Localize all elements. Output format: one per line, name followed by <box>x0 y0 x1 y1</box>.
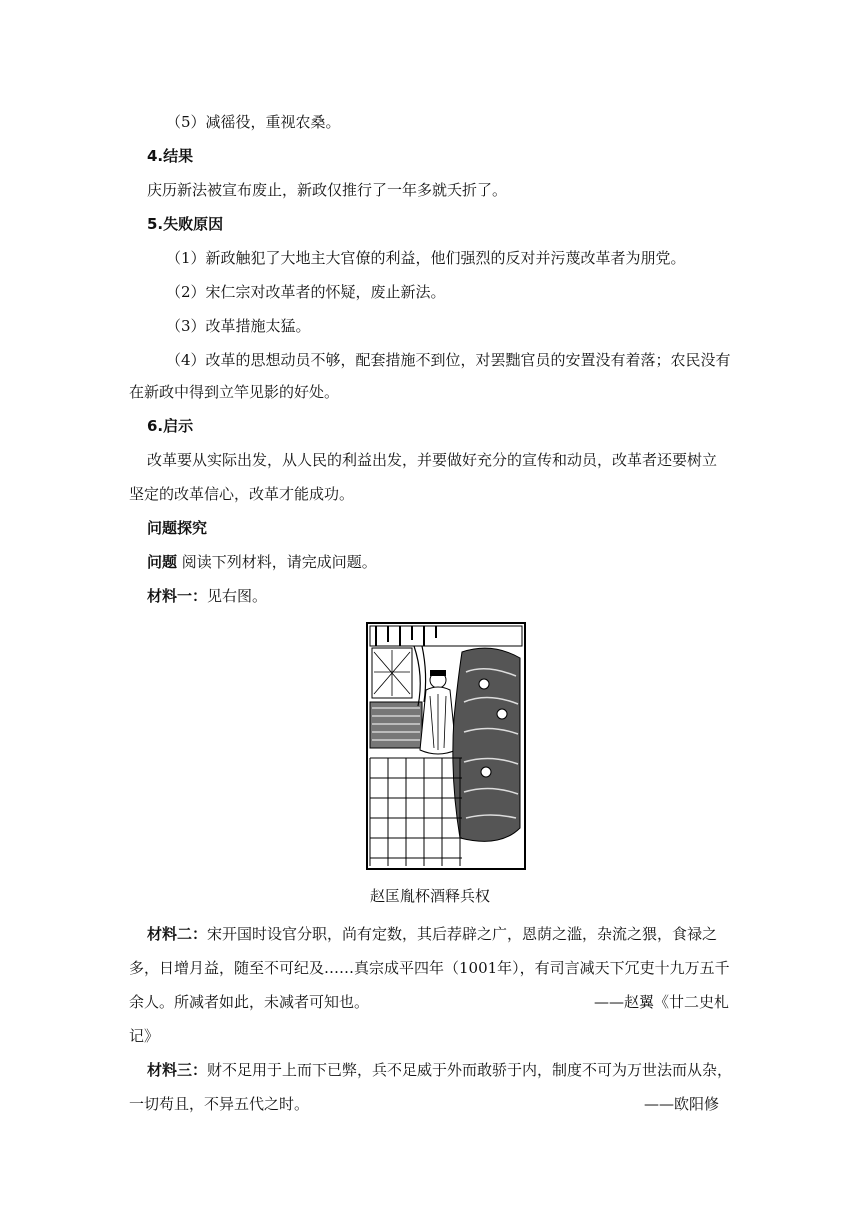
material-2-source-cont: 记》 <box>129 1027 160 1045</box>
material-2-text-1: 宋开国时设官分职，尚有定数，其后荐辟之广，恩荫之滥，杂流之猥，食禄之 <box>207 925 718 943</box>
material-2-label: 材料二： <box>147 925 208 943</box>
material-2-source: ——赵翼《廿二史札 <box>594 993 730 1011</box>
question-label: 问题 <box>147 553 178 571</box>
result-text: 庆历新法被宣布废止，新政仅推行了一年多就夭折了。 <box>147 181 508 199</box>
material-2-line-3: 余人。所减者如此，未减者可知也。 <box>129 993 370 1011</box>
material-3-source: ——欧阳修 <box>644 1095 720 1113</box>
question-text: 阅读下列材料，请完成问题。 <box>177 553 377 571</box>
material-1-line <box>147 586 267 606</box>
woodcut-illustration <box>366 622 526 870</box>
reason-2: （2）宋仁宗对改革者的怀疑，废止新法。 <box>166 283 446 301</box>
material-3-label: 材料三： <box>147 1061 208 1079</box>
reason-4-line-1: （4）改革的思想动员不够，配套措施不到位，对罢黜官员的安置没有着落；农民没有 <box>166 351 731 369</box>
material-1-text: 见右图。 <box>207 587 268 605</box>
figure-caption: 赵匡胤杯酒释兵权 <box>369 887 490 905</box>
question-line <box>147 552 377 572</box>
material-1-label: 材料一： <box>147 587 208 605</box>
material-2-line-2: 多，日增月益，随至不可纪及……真宗成平四年（1001年），有司言减天下冗吏十九万五千 <box>129 959 730 977</box>
reason-3: （3）改革措施太猛。 <box>166 317 311 335</box>
material-3-line-2: 一切苟且，不异五代之时。 <box>129 1095 310 1113</box>
insight-line-1: 改革要从实际出发，从人民的利益出发，并要做好充分的宣传和动员，改革者还要树立 <box>147 451 718 469</box>
insight-line-2: 坚定的改革信心，改革才能成功。 <box>129 485 355 503</box>
material-3-text-1: 财不足用于上而下已弊，兵不足威于外而敢骄于内，制度不可为万世法而从杂， <box>207 1061 733 1079</box>
heading-inquiry: 问题探究 <box>147 519 208 537</box>
material-3-line-1 <box>147 1060 732 1080</box>
heading-result: 4.结果 <box>147 147 194 165</box>
material-2-line-1 <box>147 924 717 944</box>
heading-insight: 6.启示 <box>147 417 194 435</box>
item-5: （5）减徭役，重视农桑。 <box>166 113 341 131</box>
heading-failure-reasons: 5.失败原因 <box>147 215 224 233</box>
reason-1: （1）新政触犯了大地主大官僚的利益，他们强烈的反对并污蔑改革者为朋党。 <box>166 249 686 267</box>
reason-4-line-2: 在新政中得到立竿见影的好处。 <box>129 383 340 401</box>
